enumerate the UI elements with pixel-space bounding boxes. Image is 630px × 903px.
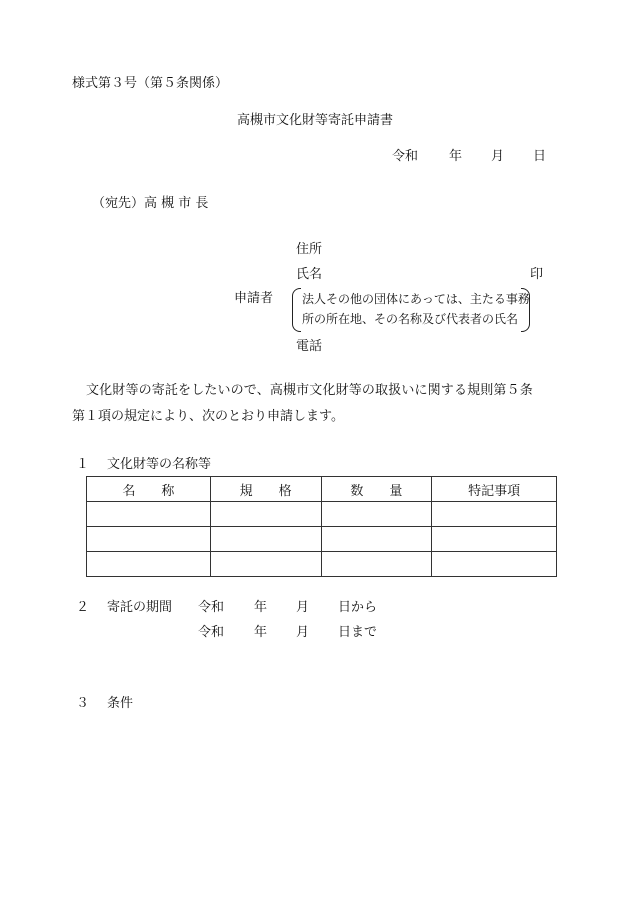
table-cell[interactable]: [210, 502, 321, 527]
section3-heading: [76, 697, 133, 710]
from-year: 年: [254, 600, 268, 615]
section1-number: １: [76, 457, 90, 472]
table-cell[interactable]: [432, 552, 557, 577]
section2-number: ２: [76, 600, 90, 615]
section2-title: 寄託の期間: [107, 600, 173, 615]
from-era: 令和: [198, 600, 225, 615]
corporation-note: [292, 288, 530, 330]
header-remarks: 特記事項: [432, 477, 557, 502]
table-cell[interactable]: [210, 552, 321, 577]
to-day: 日まで: [338, 625, 378, 640]
header-name: 名 称: [87, 477, 211, 502]
corporation-note-line1: 法人その他の団体にあっては、主たる事務: [302, 292, 530, 306]
to-year: 年: [254, 625, 268, 640]
header-spec: 規 格: [210, 477, 321, 502]
form-number: 様式第３号（第５条関係）: [72, 76, 229, 91]
date-month: 月: [491, 149, 505, 164]
table-cell[interactable]: [321, 552, 432, 577]
body-text-line1: 文化財等の寄託をしたいので、高槻市文化財等の取扱いに関する規則第５条: [86, 383, 533, 398]
phone-label: 電話: [296, 339, 323, 354]
section3-title: 条件: [107, 696, 134, 711]
corporation-note-line2: 所の所在地、その名称及び代表者の氏名: [302, 312, 519, 326]
table-row: [87, 502, 557, 527]
section2-heading: [76, 601, 172, 614]
date-day: 日: [533, 149, 547, 164]
body-text-line2: 第１項の規定により、次のとおり申請します。: [72, 409, 344, 424]
table-cell[interactable]: [321, 502, 432, 527]
seal-mark: 印: [530, 267, 544, 282]
section3-number: ３: [76, 696, 90, 711]
date-year: 年: [449, 149, 463, 164]
name-label: 氏名: [296, 267, 323, 282]
table-cell[interactable]: [432, 502, 557, 527]
to-era: 令和: [198, 625, 225, 640]
table-row: [87, 552, 557, 577]
from-month: 月: [296, 600, 310, 615]
table-cell[interactable]: [321, 527, 432, 552]
table-header-row: [87, 477, 557, 502]
table-cell[interactable]: [87, 502, 211, 527]
to-month: 月: [296, 625, 310, 640]
table-cell[interactable]: [87, 527, 211, 552]
applicant-label: 申請者: [234, 291, 274, 306]
addressee: （宛先）高 槻 市 長: [92, 196, 209, 211]
items-table: [86, 476, 557, 577]
date-era: 令和: [392, 149, 419, 164]
table-cell[interactable]: [87, 552, 211, 577]
table-row: [87, 527, 557, 552]
section1-title: 文化財等の名称等: [107, 457, 212, 472]
section1-heading: [76, 458, 211, 471]
document-title: 高槻市文化財等寄託申請書: [236, 113, 393, 128]
from-day: 日から: [338, 600, 378, 615]
left-bracket: [292, 288, 301, 332]
address-label: 住所: [296, 242, 323, 257]
header-quantity: 数 量: [321, 477, 432, 502]
table-cell[interactable]: [432, 527, 557, 552]
table-cell[interactable]: [210, 527, 321, 552]
